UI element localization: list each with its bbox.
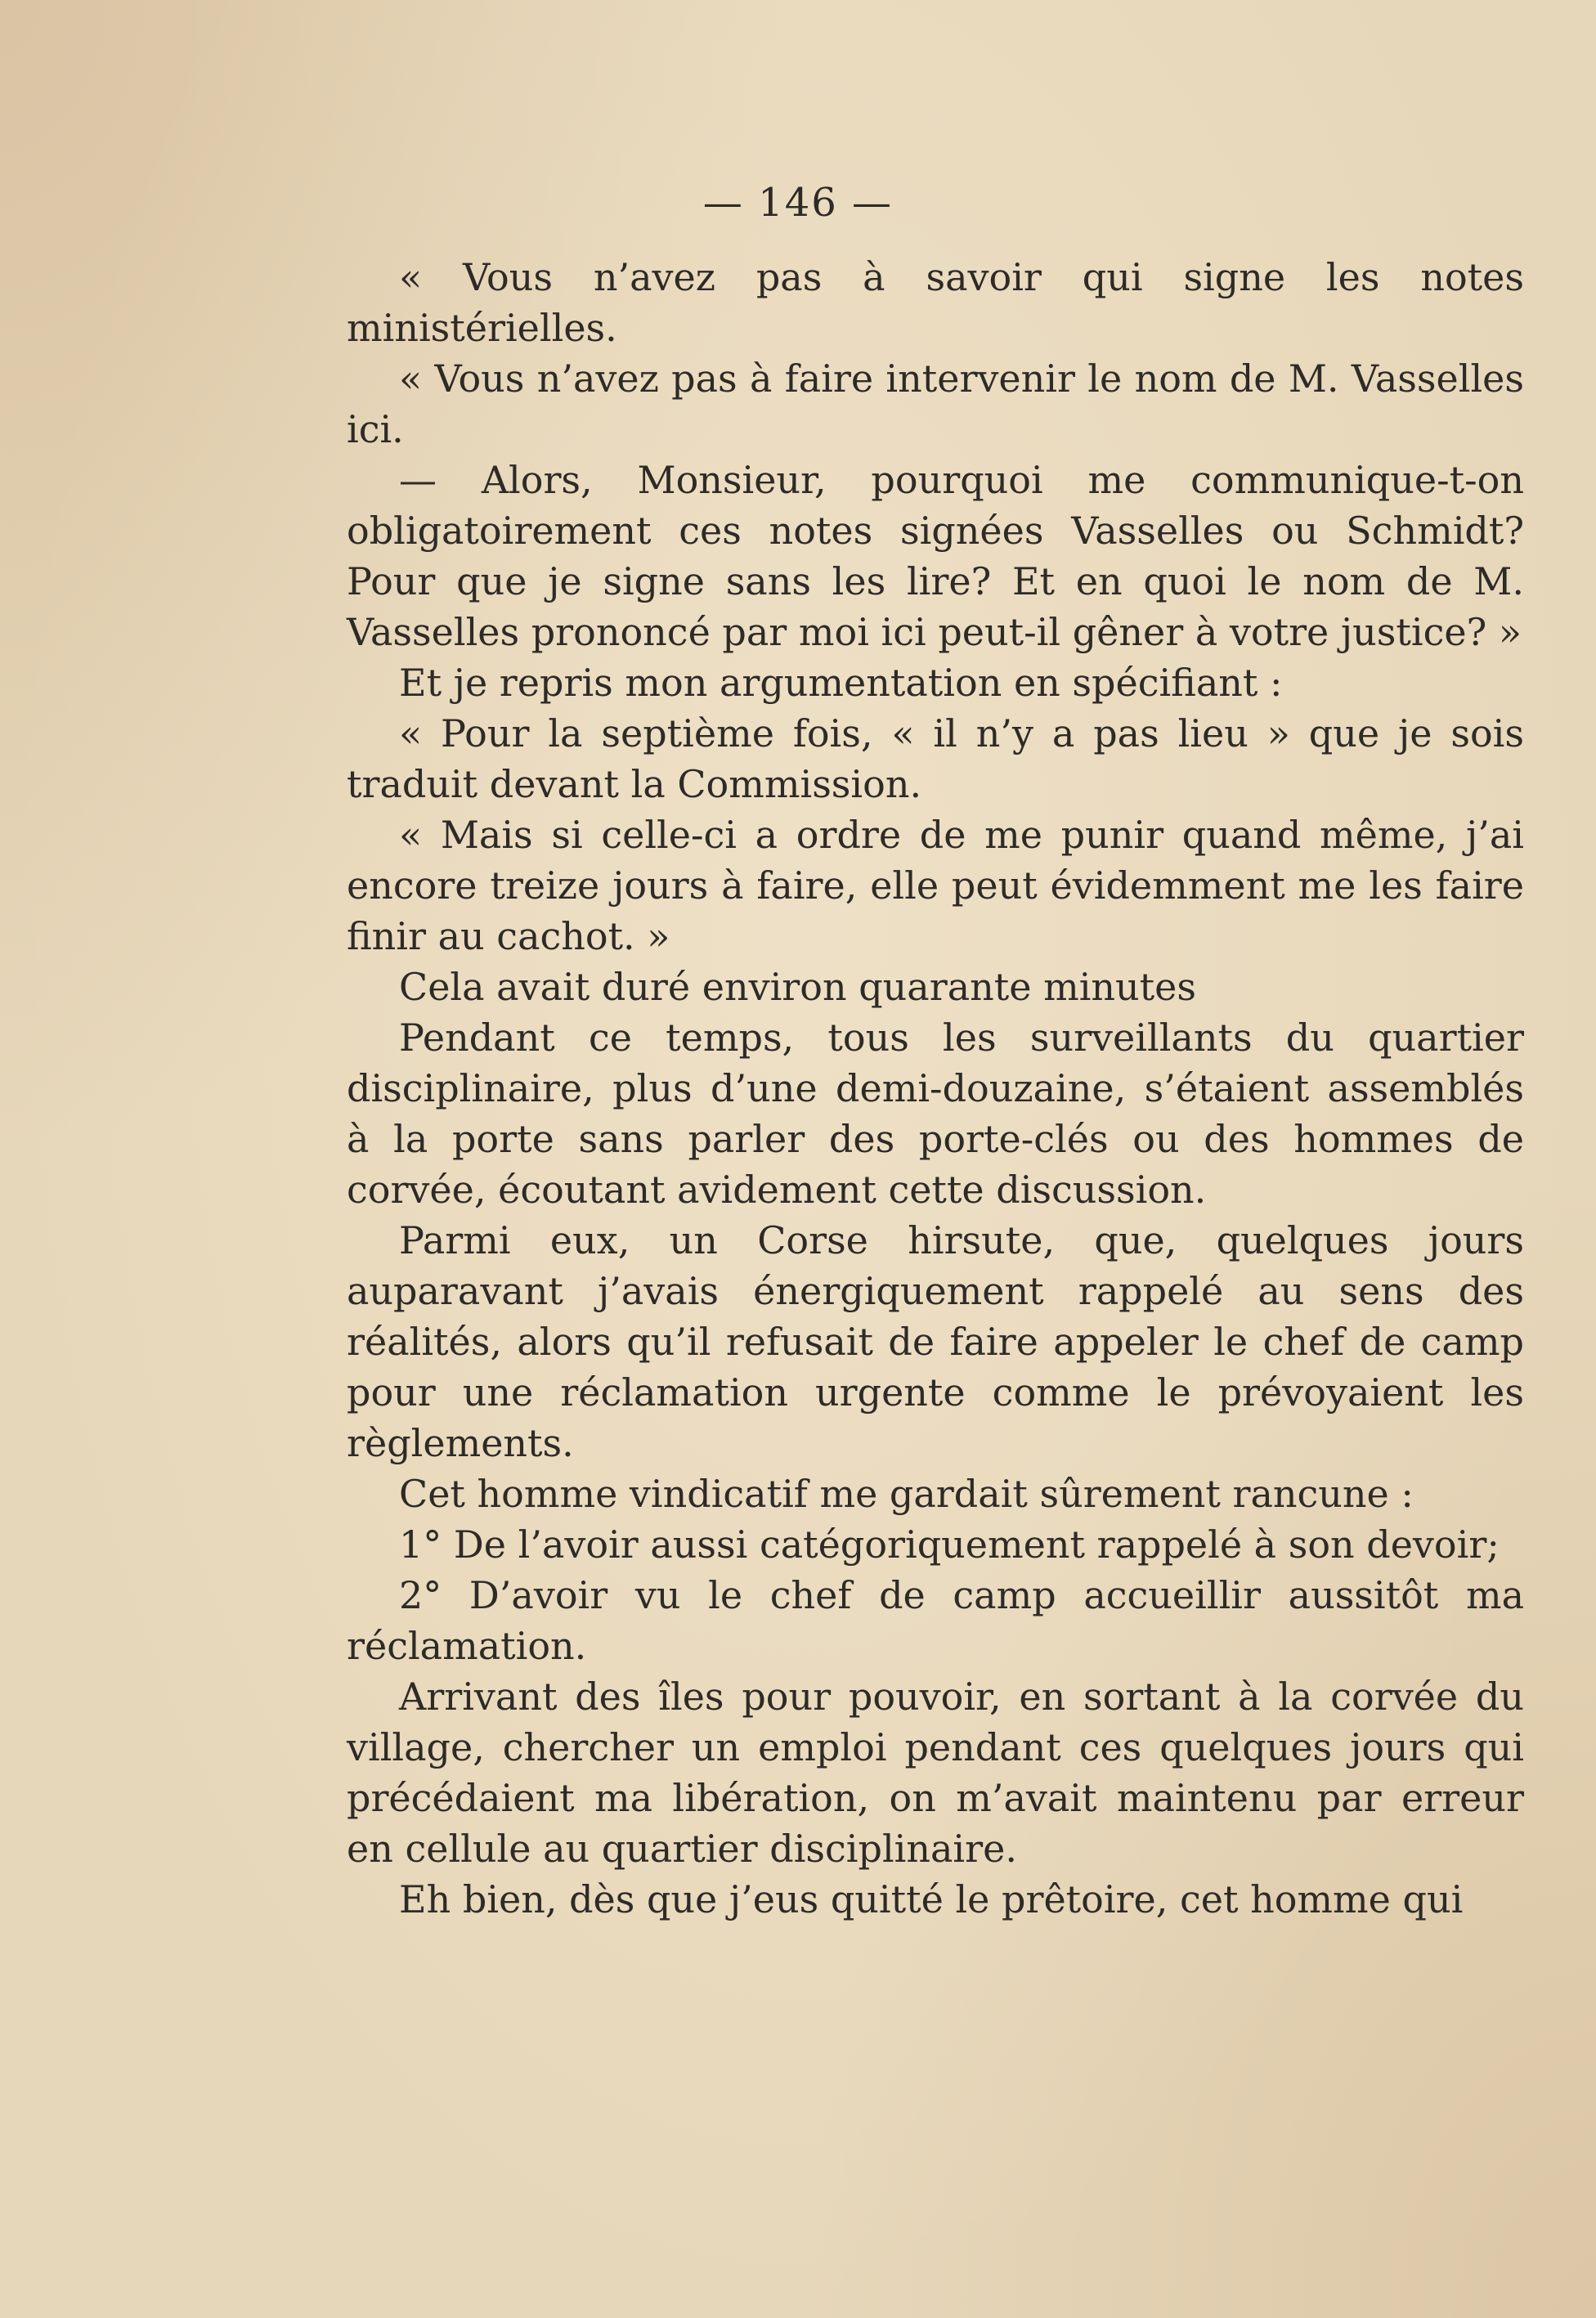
paragraph: Cet homme vindicatif me gardait sûrement rancune : bbox=[399, 1472, 1414, 1516]
paragraph: Parmi eux, un Corse hirsute, que, quelques jours auparavant j’avais énergiquement rappelé au sens des réalités, alors qu’il refusait de faire appeler le chef de camp pour une réclamation urgente comme le prévoyaient les règlements. bbox=[347, 1218, 1524, 1465]
body-text bbox=[347, 252, 1524, 1925]
paragraph: Cela avait duré environ quarante minutes bbox=[399, 965, 1196, 1009]
paragraph: « Vous n’avez pas à faire intervenir le nom de M. Vasselles ici. bbox=[347, 356, 1524, 451]
paragraph: — Alors, Monsieur, pourquoi me communique-t-on obligatoirement ces notes signées Vasselles ou Schmidt? Pour que je signe sans les lire? Et en quoi le nom de M. Vasselles prononcé par moi ici peut-il gêner à votre justice? » bbox=[347, 458, 1524, 654]
page-number: — 146 — bbox=[702, 180, 894, 226]
paragraph: 1° De l’avoir aussi catégoriquement rappelé à son devoir; bbox=[399, 1522, 1500, 1567]
paragraph: « Mais si celle-ci a ordre de me punir quand même, j’ai encore treize jours à faire, elle peut évidemment me les faire finir au cachot. » bbox=[347, 813, 1524, 958]
paragraph: Eh bien, dès que j’eus quitté le prêtoire, cet homme qui bbox=[399, 1877, 1464, 1921]
paragraph: « Pour la septième fois, « il n’y a pas lieu » que je sois traduit devant la Commission. bbox=[347, 711, 1524, 806]
paragraph: Pendant ce temps, tous les surveillants du quartier disciplinaire, plus d’une demi-douzaine, s’étaient assemblés à la porte sans parler des porte-clés ou des hommes de corvée, écoutant avidement cette discussion. bbox=[347, 1016, 1524, 1212]
paragraph: « Vous n’avez pas à savoir qui signe les notes ministérielles. bbox=[347, 255, 1524, 350]
paragraph: 2° D’avoir vu le chef de camp accueillir aussitôt ma réclamation. bbox=[347, 1573, 1524, 1668]
paragraph: Arrivant des îles pour pouvoir, en sortant à la corvée du village, chercher un emploi pendant ces quelques jours qui précédaient ma libération, on m’avait maintenu par erreur en cellule au quartier disciplinaire. bbox=[347, 1675, 1524, 1871]
paragraph: Et je repris mon argumentation en spécifiant : bbox=[399, 661, 1283, 705]
